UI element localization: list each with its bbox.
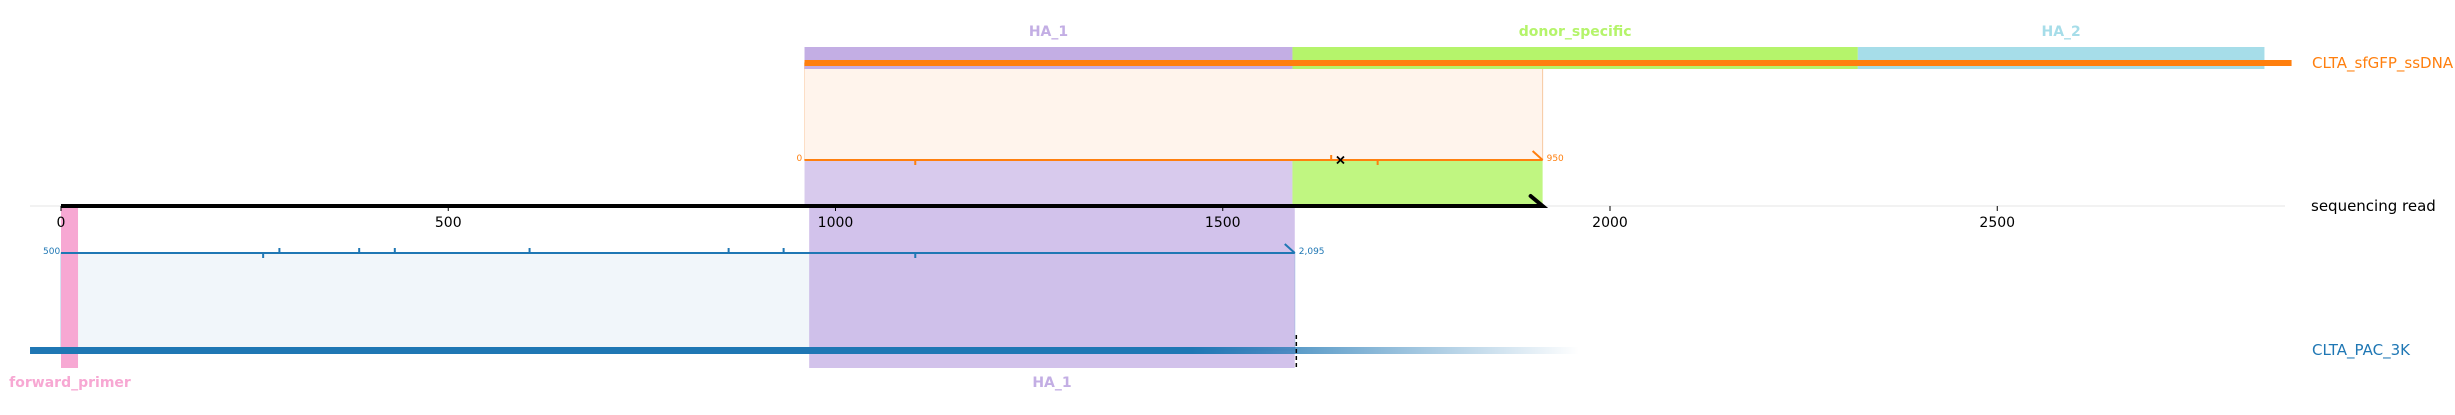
ha1-projection-upper xyxy=(805,160,1293,206)
pac-alignment-overlay xyxy=(809,254,1295,345)
ssdna-track-name: CLTA_sfGFP_ssDNA xyxy=(2312,54,2454,72)
ha1-top-label: HA_1 xyxy=(1028,24,1069,40)
pac-coord-end: 2,095 xyxy=(1298,247,1325,257)
axis-tick-label: 0 xyxy=(56,215,66,231)
axis-tick-label: 1000 xyxy=(817,215,854,231)
axis-tick-label: 500 xyxy=(434,215,462,231)
ssdna-track xyxy=(805,60,2292,66)
donor-specific-label: donor_specific xyxy=(1518,24,1632,40)
ha2-label: HA_2 xyxy=(2041,24,2081,40)
forward-primer-label: forward_primer xyxy=(9,375,131,391)
donor-projection-upper xyxy=(1292,160,1542,206)
ssdna-coord-end: 950 xyxy=(1546,154,1564,164)
pac-coord-start: 500 xyxy=(43,247,61,257)
ha1-bottom-label: HA_1 xyxy=(1032,375,1072,391)
pac-track xyxy=(30,347,1579,354)
ha1-alignment-fill xyxy=(805,69,1293,160)
axis-tick-label: 2500 xyxy=(1979,215,2016,231)
axis-tick-label: 2000 xyxy=(1592,215,1628,231)
ssdna-coord-start: 0 xyxy=(796,154,803,164)
pac-track-name: CLTA_PAC_3K xyxy=(2312,341,2410,359)
read-track-name: sequencing read xyxy=(2311,197,2436,215)
axis-tick-label: 1500 xyxy=(1204,215,1241,231)
